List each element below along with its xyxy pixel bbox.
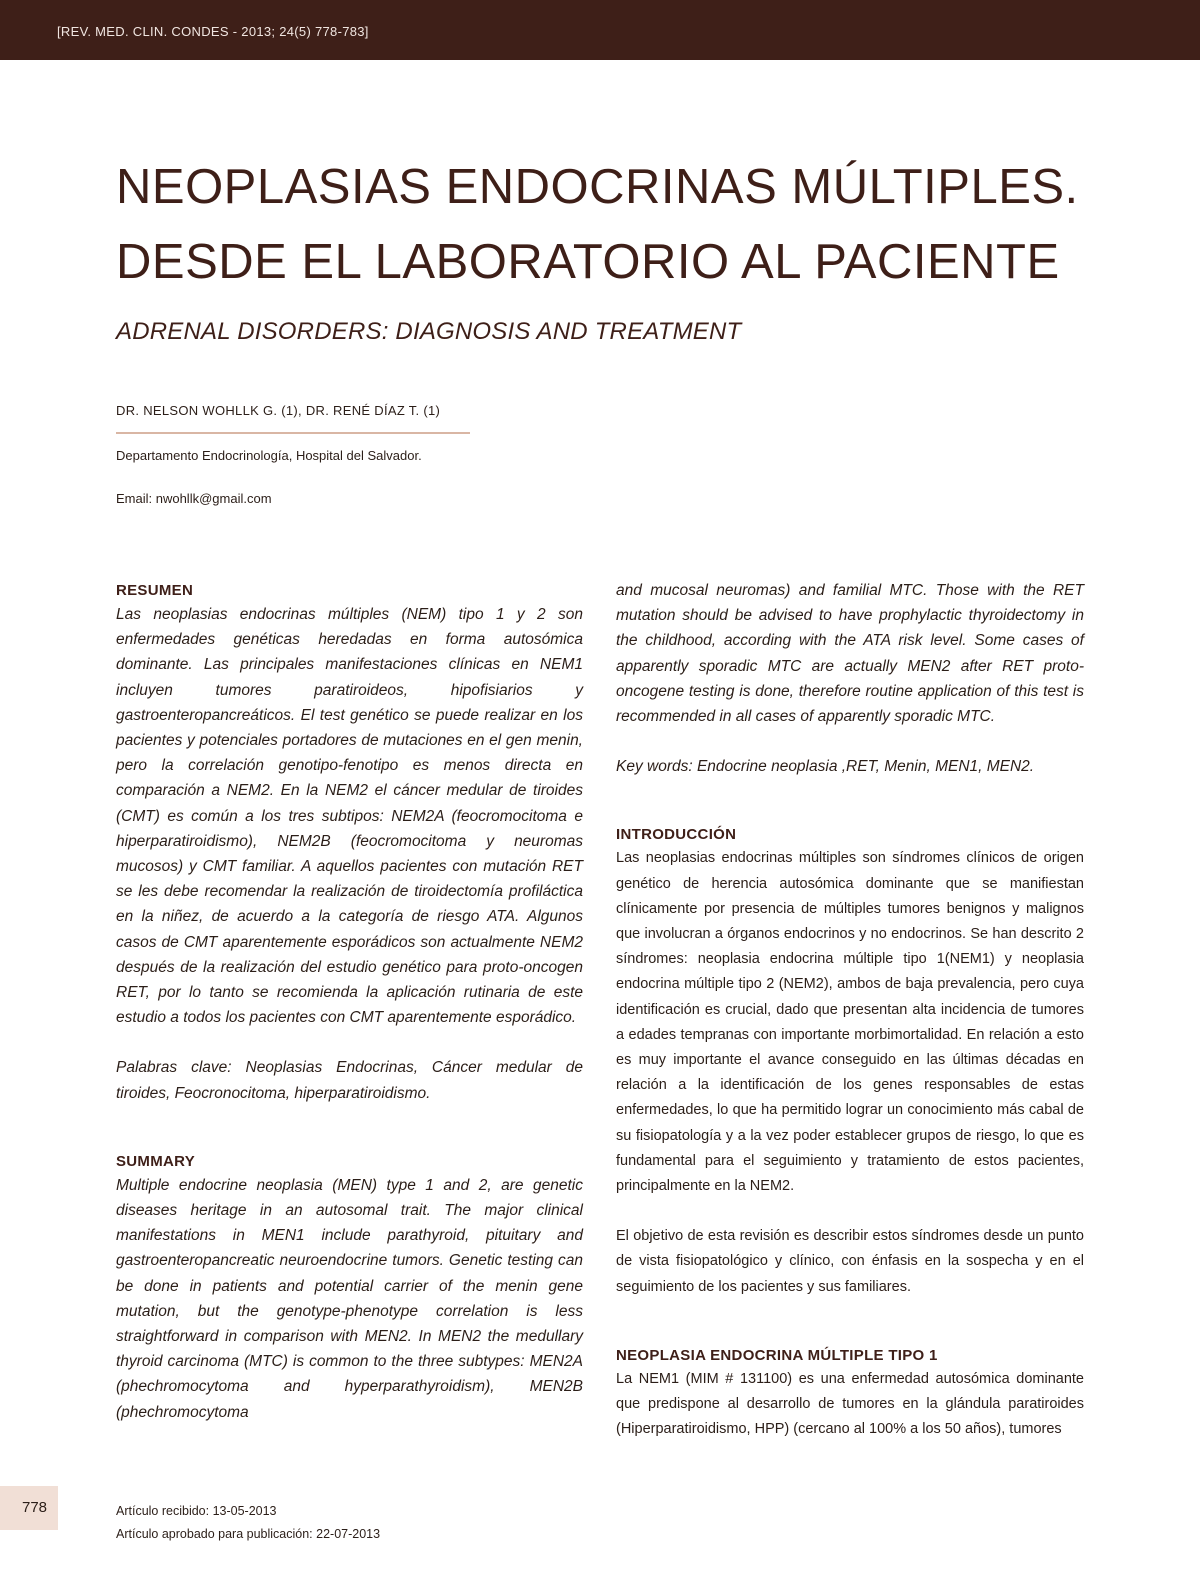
summary-body-continued: and mucosal neuromas) and familial MTC. Those with the RET mutation should be advised to have prophylactic thyroidectomy in the childhood, according with the ATA risk level. Some cases of apparently sporadic MTC are actually MEN2 after RET proto-oncogene testing is done, therefore routine application of this test is recommended in all cases of apparently sporadic MTC. xyxy=(616,582,1084,726)
article-authors: DR. NELSON WOHLLK G. (1), DR. RENÉ DÍAZ T. (1) xyxy=(116,403,441,418)
received-date: Artículo recibido: 13-05-2013 xyxy=(116,1504,277,1518)
introduccion-paragraph-1: Las neoplasias endocrinas múltiples son síndromes clínicos de origen genético de herencia autosómica dominante que se manifiestan clínicamente por presencia de múltiples tumores benignos y malignos que involucran a órganos endocrinos y no endocrinos. Se han descrito 2 síndromes: neoplasia endocrina múltiple tipo 1(NEM1) y neoplasia endocrina múltiple tipo 2 (NEM2), ambos de baja prevalencia, pero cuya identificación es crucial, dado que presentan alta incidencia de tumores a edades tempranas con importante morbimortalidad. En relación a esto es muy importante el avance conseguido en las últimas décadas en relación a la identificación de los genes responsables de estas enfermedades, lo que ha permitido lograr un conocimiento más cabal de su fisiopatología y a la vez poder establecer grupos de riesgo, lo que es fundamental para el seguimiento y tratamiento de estos pacientes, principalmente en la NEM2. xyxy=(616,850,1084,1195)
summary-heading: SUMMARY xyxy=(116,1152,196,1170)
author-email: Email: nwohllk@gmail.com xyxy=(116,491,272,506)
approved-date: Artículo aprobado para publicación: 22-07-2013 xyxy=(116,1527,381,1541)
introduccion-paragraph-2: El objetivo de esta revisión es describir estos síndromes desde un punto de vista fisiopatológico y clínico, con énfasis en la sospecha y en el seguimiento de los pacientes y sus familiares. xyxy=(616,1228,1084,1295)
article-subtitle: ADRENAL DISORDERS: DIAGNOSIS AND TREATMENT xyxy=(116,318,742,345)
resumen-keywords: Palabras clave: Neoplasias Endocrinas, Cáncer medular de tiroides, Feocronocitoma, hiperparatiroidismo. xyxy=(116,1059,583,1102)
journal-citation: [REV. MED. CLIN. CONDES - 2013; 24(5) 778-783] xyxy=(57,24,369,39)
page-number: 778 xyxy=(22,1499,48,1516)
author-divider xyxy=(116,432,470,434)
introduccion-heading: INTRODUCCIÓN xyxy=(616,826,737,844)
resumen-heading: RESUMEN xyxy=(116,582,194,599)
nem1-paragraph-1: La NEM1 (MIM # 131100) es una enfermedad autosómica dominante que predispone al desarrollo de tumores en la glándula paratiroides (Hiperparatiroidismo, HPP) (cercano al 100% a los 50 años), tumores xyxy=(616,1370,1084,1438)
resumen-body: Las neoplasias endocrinas múltiples (NEM) tipo 1 y 2 son enfermedades genéticas heredadas en forma autosómica dominante. Las principales manifestaciones clínicas en NEM1 incluyen tumores paratiroideos, hipofisiarios y gastroenteropancreáticos. El test genético se puede realizar en los pacientes y potenciales portadores de mutaciones en el gen menin, pero la correlación genotipo-fenotipo es menos directa en comparación a NEM2. En la NEM2 el cáncer medular de tiroides (CMT) es común a los tres subtipos: NEM2A (feocromocitoma e hiperparatiroidismo), NEM2B (feocromocitoma y neuromas mucosos) y CMT familiar. A aquellos pacientes con mutación RET se les debe recomendar la realización de tiroidectomía profiláctica en la niñez, de acuerdo a la categoría de riesgo ATA. Algunos casos de CMT aparentemente esporádicos son actualmente NEM2 después de la realización del estudio genético para proto-oncogen RET, por lo tanto se recomienda la aplicación rutinaria de este estudio a todos los pacientes con CMT aparentemente esporádico. xyxy=(116,606,583,1027)
nem1-heading: NEOPLASIA ENDOCRINA MÚLTIPLE TIPO 1 xyxy=(616,1346,938,1364)
article-title xyxy=(116,150,1116,300)
summary-keywords: Key words: Endocrine neoplasia ,RET, Menin, MEN1, MEN2. xyxy=(616,758,1035,776)
summary-body: Multiple endocrine neoplasia (MEN) type 1 and 2, are genetic diseases heritage in an autosomal trait. The major clinical manifestations in MEN1 include parathyroid, pituitary and gastroenteropancreatic neuroendocrine tumors. Genetic testing can be done in patients and potential carrier of the menin gene mutation, but the genotype-phenotype correlation is less straightforward in comparison with MEN2. In MEN2 the medullary thyroid carcinoma (MTC) is common to the three subtypes: MEN2A (phechromocytoma and hyperparathyroidism), MEN2B (phechromocytoma xyxy=(116,1176,583,1421)
article-title-line-2: DESDE EL LABORATORIO AL PACIENTE xyxy=(116,235,1060,289)
right-column xyxy=(616,578,1084,1442)
left-column xyxy=(116,580,583,1425)
author-affiliation: Departamento Endocrinología, Hospital del Salvador. xyxy=(116,448,422,463)
article-title-line-1: NEOPLASIAS ENDOCRINAS MÚLTIPLES. xyxy=(116,160,1079,214)
